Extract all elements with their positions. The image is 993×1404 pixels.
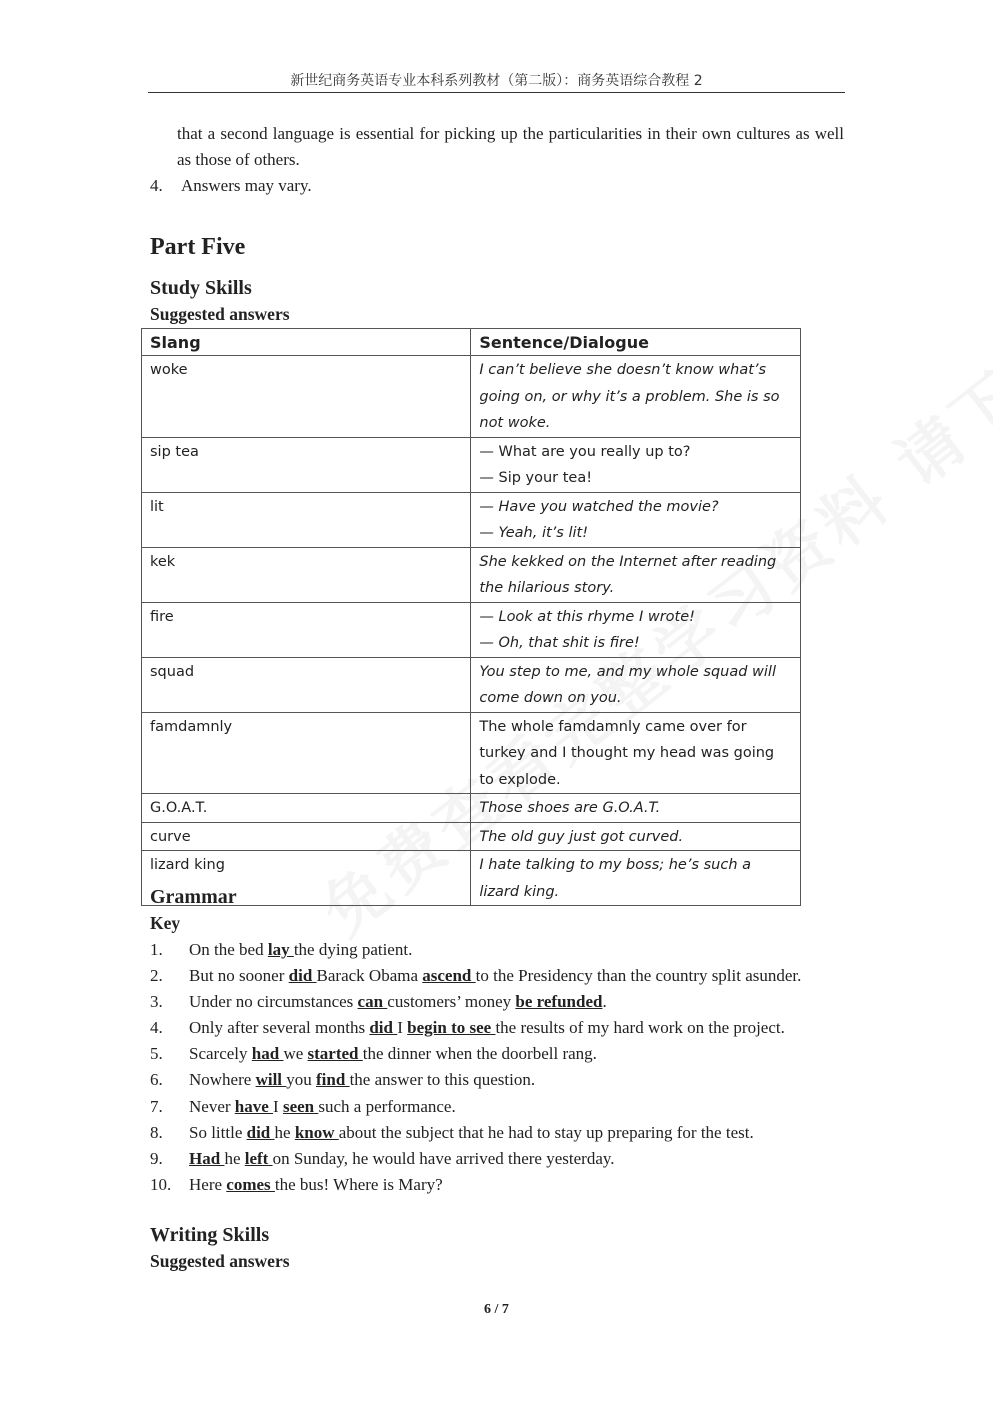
dialogue-line: — Have you watched the movie? <box>479 498 719 515</box>
sentence-text: the results of my hard work on the project. <box>495 1018 785 1038</box>
table-row <box>142 547 801 602</box>
sentence-cell: Those shoes are G.O.A.T. <box>471 794 801 823</box>
table-header-row <box>142 329 801 356</box>
answer-word: be refunded <box>515 992 603 1012</box>
grammar-item <box>150 1067 801 1093</box>
answer-word: left <box>244 1148 273 1168</box>
grammar-item <box>150 1015 801 1041</box>
item-number: 5. <box>150 1044 163 1064</box>
slang-cell: squad <box>142 657 471 712</box>
sentence-text: you <box>286 1070 317 1090</box>
sentence-text: to the Presidency than the country split asunder. <box>475 966 802 986</box>
table-row <box>142 851 801 906</box>
answer-word: find <box>316 1070 350 1090</box>
item-number: 10. <box>150 1174 172 1194</box>
sentence-cell <box>471 437 801 492</box>
sentence-cell <box>471 602 801 657</box>
slang-cell: kek <box>142 547 471 602</box>
writing-skills-heading: Writing Skills <box>150 1224 270 1246</box>
slang-cell: fire <box>142 602 471 657</box>
dialogue-line: — Oh, that shit is fire! <box>479 635 640 651</box>
sentence-cell: You step to me, and my whole squad will come down on you. <box>471 657 801 712</box>
header-rule <box>148 92 845 93</box>
sentence-text: such a performance. <box>318 1096 456 1116</box>
item-number: 1. <box>150 940 163 959</box>
sentence-cell: She kekked on the Internet after reading the hilarious story. <box>471 547 801 602</box>
answer-word: started <box>307 1044 363 1064</box>
answer-word: begin to see <box>407 1018 496 1038</box>
answer-word: lay <box>267 940 294 959</box>
slang-cell: G.O.A.T. <box>142 794 471 823</box>
grammar-item <box>150 1041 801 1067</box>
slang-cell: lizard king <box>142 851 471 906</box>
sentence-text: he <box>274 1122 295 1142</box>
slang-cell: woke <box>142 356 471 438</box>
answer-word: can <box>357 992 388 1012</box>
study-skills-subheading: Suggested answers <box>150 304 290 324</box>
item-number: 4. <box>150 1018 163 1038</box>
sentence-cell: The old guy just got curved. <box>471 822 801 851</box>
sentence-text: Scarcely <box>189 1044 252 1064</box>
answer-word: know <box>294 1122 339 1142</box>
table-row <box>142 437 801 492</box>
sentence-text: Nowhere <box>189 1070 256 1090</box>
part-title: Part Five <box>150 234 246 260</box>
sentence-text: So little <box>189 1122 247 1142</box>
sentence-text: Never <box>189 1096 235 1116</box>
dialogue-line: — Yeah, it’s lit! <box>479 525 589 541</box>
sentence-text: he <box>224 1148 245 1168</box>
sentence-text: But no sooner <box>189 966 289 986</box>
table-row <box>142 356 801 438</box>
sentence-text: Barack Obama <box>316 966 423 986</box>
sentence-text: the dinner when the doorbell rang. <box>362 1044 597 1064</box>
sentence-text: Here <box>189 1174 227 1194</box>
table-row <box>142 657 801 712</box>
sentence-text: Under no circumstances <box>189 992 358 1012</box>
answer-word: ascend <box>422 966 476 986</box>
table-row <box>142 712 801 794</box>
answer-word: had <box>251 1044 284 1064</box>
study-skills-heading: Study Skills <box>150 277 252 299</box>
item-text: Answers may vary. <box>181 176 312 195</box>
column-header-slang: Slang <box>142 329 471 356</box>
item-number: 7. <box>150 1096 163 1116</box>
grammar-item <box>150 989 801 1015</box>
slang-table <box>141 328 801 906</box>
answer-word: have <box>234 1096 274 1116</box>
column-header-sentence: Sentence/Dialogue <box>471 329 801 356</box>
slang-cell: sip tea <box>142 437 471 492</box>
grammar-item <box>150 1094 801 1120</box>
grammar-subheading: Key <box>150 913 181 933</box>
item-number: 4. <box>150 176 163 195</box>
answer-word: comes <box>226 1174 275 1194</box>
grammar-item <box>150 1146 801 1172</box>
slang-cell: famdamnly <box>142 712 471 794</box>
grammar-item <box>150 1120 801 1146</box>
item-number: 9. <box>150 1148 163 1168</box>
answer-item-4 <box>150 173 312 199</box>
grammar-item <box>150 937 801 963</box>
dialogue-line: — Look at this rhyme I wrote! <box>479 608 695 625</box>
sentence-text: the bus! Where is Mary? <box>274 1174 443 1194</box>
answer-continuation: that a second language is essential for picking up the particularities in their own cultures as well as those of others. <box>177 124 844 169</box>
table-row <box>142 822 801 851</box>
sentence-text: Only after several months <box>189 1018 370 1038</box>
table-row <box>142 602 801 657</box>
sentence-text: I <box>273 1096 283 1116</box>
sentence-text: customers’ money <box>387 992 516 1012</box>
sentence-cell <box>471 492 801 547</box>
answer-word: did <box>369 1018 398 1038</box>
sentence-cell: I hate talking to my boss; he’s such a lizard king. <box>471 851 801 906</box>
sentence-text: I <box>397 1018 408 1038</box>
sentence-text: On the bed <box>189 940 268 959</box>
writing-skills-subheading: Suggested answers <box>150 1251 290 1271</box>
slang-cell: lit <box>142 492 471 547</box>
answer-word: seen <box>282 1096 319 1116</box>
answer-word: Had <box>189 1148 225 1168</box>
grammar-heading: Grammar <box>150 886 237 908</box>
dialogue-line: — Sip your tea! <box>479 470 593 486</box>
dialogue-line: — What are you really up to? <box>479 443 691 460</box>
item-number: 2. <box>150 966 163 986</box>
answer-word: did <box>288 966 317 986</box>
item-number: 6. <box>150 1070 163 1090</box>
sentence-text: we <box>283 1044 308 1064</box>
table-row <box>142 492 801 547</box>
sentence-text: the dying patient. <box>293 940 413 959</box>
sentence-text: about the subject that he had to stay up preparing for the test. <box>338 1122 754 1142</box>
page-number: 6 / 7 <box>484 1302 509 1317</box>
sentence-cell: The whole famdamnly came over for turkey and I thought my head was going to explode. <box>471 712 801 794</box>
sentence-text: the answer to this question. <box>349 1070 536 1090</box>
grammar-key-list <box>150 937 801 1198</box>
table-row <box>142 794 801 823</box>
answer-word: will <box>255 1070 287 1090</box>
running-header: 新世纪商务英语专业本科系列教材（第二版）：商务英语综合教程 2 <box>290 73 703 89</box>
sentence-cell: I can’t believe she doesn’t know what’s going on, or why it’s a problem. She is so not woke. <box>471 356 801 438</box>
sentence-text: . <box>602 992 607 1012</box>
grammar-item <box>150 1172 801 1198</box>
answer-word: did <box>246 1122 275 1142</box>
slang-cell: curve <box>142 822 471 851</box>
item-number: 8. <box>150 1122 163 1142</box>
item-number: 3. <box>150 992 163 1012</box>
grammar-item <box>150 963 801 989</box>
sentence-text: on Sunday, he would have arrived there yesterday. <box>272 1148 615 1168</box>
